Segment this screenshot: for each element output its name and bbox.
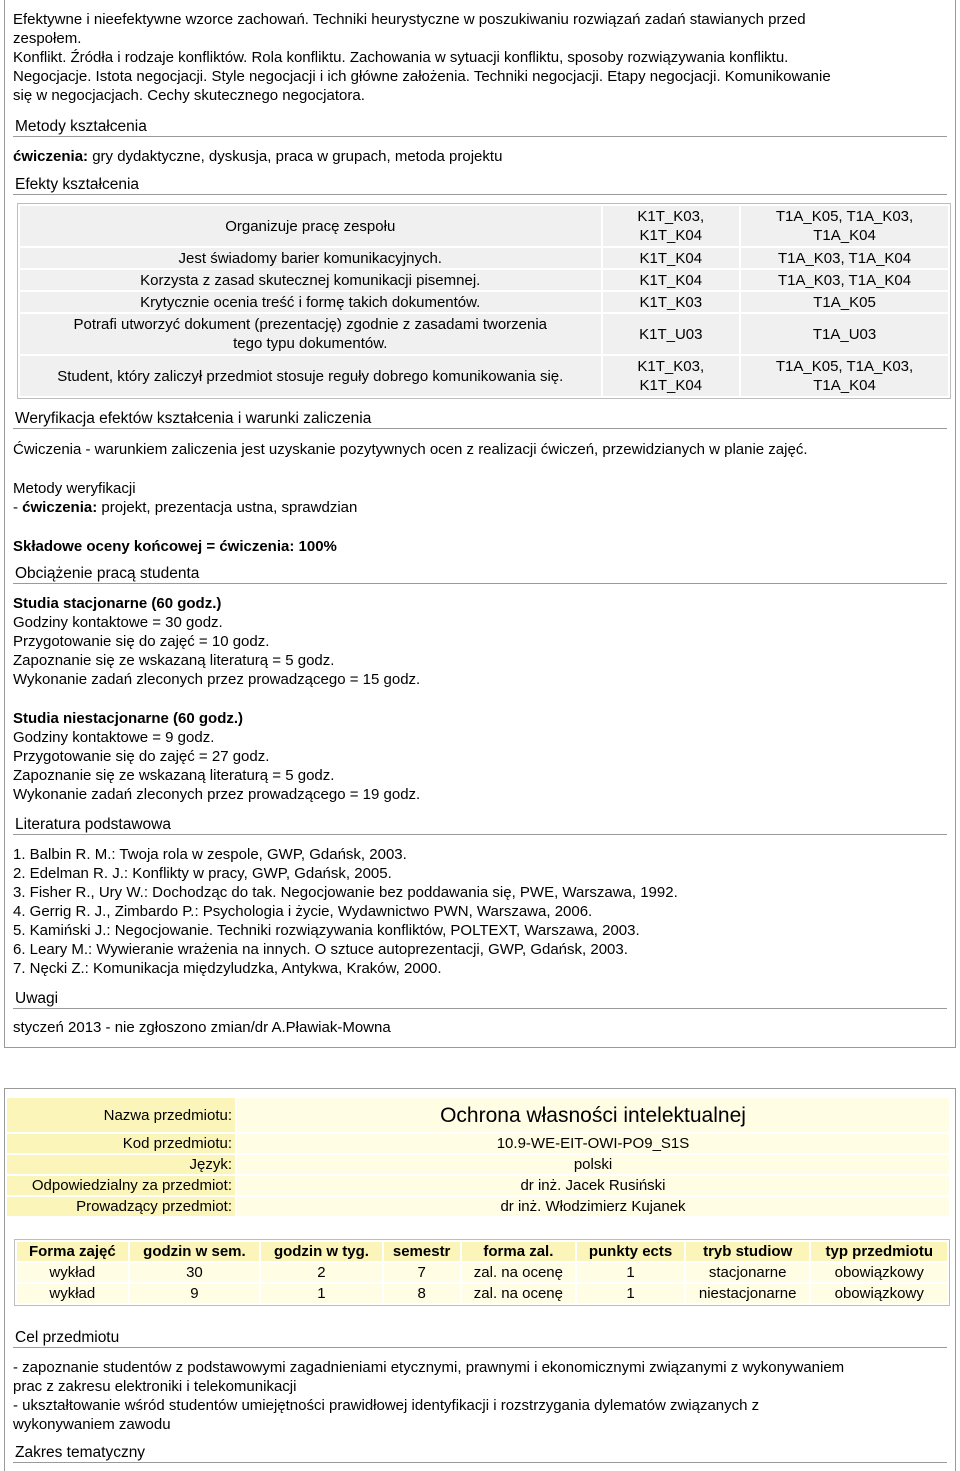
course-lecturer: dr inż. Włodzimierz Kujanek [237, 1197, 949, 1216]
jezyk-label: Język: [7, 1155, 235, 1174]
odpowiedzialny-label: Odpowiedzialny za przedmiot: [7, 1176, 235, 1195]
course-meta-table [5, 1096, 951, 1218]
course-code: 10.9-WE-EIT-OWI-PO9_S1S [237, 1134, 949, 1153]
course-card-1 [4, 0, 956, 1048]
weryfikacja-text: Ćwiczenia - warunkiem zaliczenia jest uzyskanie pozytywnych ocen z realizacji ćwiczeń, przewidzianych w planie zajęć. [13, 441, 808, 458]
efekty-ksztalcenia-heading: Efekty kształcenia [13, 176, 947, 195]
course-language: polski [237, 1155, 949, 1174]
literatura-list [13, 845, 947, 978]
uwagi-text: styczeń 2013 - nie zgłoszono zmian/dr A.Pławiak-Mowna [13, 1019, 391, 1036]
zakres-tematyczny-heading: Zakres tematyczny [13, 1444, 947, 1463]
col-godzin-sem: godzin w sem. [130, 1242, 260, 1261]
efekt-kierunkowy: K1T_K04 [603, 270, 740, 290]
efekt-kierunkowy: K1T_K04 [603, 248, 740, 268]
uwagi-heading: Uwagi [13, 990, 947, 1009]
list-item: 5. Kamiński J.: Negocjowanie. Techniki rozwiązywania konfliktów, POLTEXT, Warszawa, 2003. [13, 922, 640, 939]
kod-label: Kod przedmiotu: [7, 1134, 235, 1153]
table-row [20, 270, 948, 290]
list-item: 1. Balbin R. M.: Twoja rola w zespole, GWP, Gdańsk, 2003. [13, 846, 407, 863]
efekt-desc: Korzysta z zasad skutecznej komunikacji pisemnej. [20, 270, 601, 290]
efekt-obszarowy: T1A_K05 [741, 292, 948, 312]
obciazenie-niestacjonarne: Studia niestacjonarne (60 godz.) Godziny kontaktowe = 9 godz. Przygotowanie się do zajęć = 27 godz. Zapoznanie się ze wskazaną literaturą = 5 godz. Wykonanie zadań zleconych przez prowadzącego = 19 godz. [13, 710, 421, 803]
table-row [7, 1098, 949, 1132]
table-row [20, 356, 948, 396]
efekt-desc: Krytycznie ocenia treść i formę takich dokumentów. [20, 292, 601, 312]
efekt-obszarowy: T1A_U03 [741, 314, 948, 354]
col-forma-zal: forma zal. [462, 1242, 576, 1261]
weryfikacja-heading: Weryfikacja efektów kształcenia i warunki zaliczenia [13, 410, 947, 429]
table-row [20, 248, 948, 268]
efekty-table [17, 203, 951, 399]
metody-ksztalcenia-text: ćwiczenia: gry dydaktyczne, dyskusja, praca w grupach, metoda projektu [13, 148, 503, 165]
cel-przedmiotu-text: - zapoznanie studentów z podstawowymi zagadnieniami etycznymi, prawnymi i ekonomicznymi związanymi z wykonywaniem prac z zakresu elektroniki i telekomunikacji - ukształtowanie wśród studentów umiejętności prawidłowej identyfikacji i rozstrzygania dylematów związanych z wykonywaniem zawodu [13, 1359, 845, 1433]
list-item: 7. Nęcki Z.: Komunikacja międzyludzka, Antykwa, Kraków, 2000. [13, 960, 442, 977]
table-row [20, 206, 948, 246]
table-row [7, 1176, 949, 1195]
prowadzacy-label: Prowadzący przedmiot: [7, 1197, 235, 1216]
efekt-desc: Potrafi utworzyć dokument (prezentację) zgodnie z zasadami tworzenia tego typu dokumentów. [20, 314, 601, 354]
efekt-kierunkowy: K1T_K03, K1T_K04 [603, 356, 740, 396]
list-item: 3. Fisher R., Ury W.: Dochodząc do tak. Negocjowanie bez poddawania się, PWE, Warszawa, 1992. [13, 884, 678, 901]
table-row [7, 1197, 949, 1216]
col-typ-przedmiotu: typ przedmiotu [811, 1242, 947, 1261]
table-row [20, 292, 948, 312]
col-godzin-tyg: godzin w tyg. [261, 1242, 382, 1261]
literatura-heading: Literatura podstawowa [13, 816, 947, 835]
table-row: wykład 9 1 8 zal. na ocenę 1 niestacjonarne obowiązkowy [17, 1284, 947, 1303]
efekt-desc: Student, który zaliczył przedmiot stosuje reguły dobrego komunikowania się. [20, 356, 601, 396]
course-title: Ochrona własności intelektualnej [237, 1098, 949, 1132]
col-forma-zajec: Forma zajęć [17, 1242, 128, 1261]
efekt-desc: Organizuje pracę zespołu [20, 206, 601, 246]
efekt-kierunkowy: K1T_K03 [603, 292, 740, 312]
course-card-2 [4, 1088, 956, 1471]
cel-przedmiotu-heading: Cel przedmiotu [13, 1329, 947, 1348]
forma-zajec-table [14, 1239, 950, 1306]
list-item: 6. Leary M.: Wywieranie wrażenia na innych. O sztuce autoprezentacji, GWP, Gdańsk, 2003. [13, 941, 628, 958]
efekt-obszarowy: T1A_K03, T1A_K04 [741, 248, 948, 268]
metody-ksztalcenia-heading: Metody kształcenia [13, 118, 947, 137]
zakres-tematyczny-text: Efektywne i nieefektywne wzorce zachowań. Techniki heurystyczne w poszukiwaniu rozwiązań zadań stawianych przed zespołem. Konflikt. Źródła i rodzaje konfliktów. Rola konfliktu. Zachowania w sytuacji konfliktu, sposoby rozwiązywania konfliktu. Negocjacje. Istota negocjacji. Style negocjacji i ich główne założenia. Techniki negocjacji. Etapy negocjacji. Komunikowanie się w negocjacjach. Cechy skutecznego negocjatora. [13, 11, 831, 104]
nazwa-label: Nazwa przedmiotu: [7, 1098, 235, 1132]
table-row [7, 1155, 949, 1174]
efekt-kierunkowy: K1T_K03, K1T_K04 [603, 206, 740, 246]
obciazenie-stacjonarne: Studia stacjonarne (60 godz.) Godziny kontaktowe = 30 godz. Przygotowanie się do zajęć = 10 godz. Zapoznanie się ze wskazaną literaturą = 5 godz. Wykonanie zadań zleconych przez prowadzącego = 15 godz. [13, 595, 421, 688]
list-item: 2. Edelman R. J.: Konflikty w pracy, GWP, Gdańsk, 2005. [13, 865, 392, 882]
efekt-kierunkowy: K1T_U03 [603, 314, 740, 354]
course-responsible: dr inż. Jacek Rusiński [237, 1176, 949, 1195]
table-row: wykład 30 2 7 zal. na ocenę 1 stacjonarne obowiązkowy [17, 1263, 947, 1282]
efekt-obszarowy: T1A_K05, T1A_K03, T1A_K04 [741, 356, 948, 396]
metody-weryfikacji-label: Metody weryfikacji [13, 480, 136, 497]
efekt-obszarowy: T1A_K03, T1A_K04 [741, 270, 948, 290]
obciazenie-heading: Obciążenie pracą studenta [13, 565, 947, 584]
col-punkty-ects: punkty ects [577, 1242, 684, 1261]
metody-weryfikacji: Metody weryfikacji - ćwiczenia: projekt, prezentacja ustna, sprawdzian [13, 479, 947, 517]
efekt-obszarowy: T1A_K05, T1A_K03, T1A_K04 [741, 206, 948, 246]
table-header-row [17, 1242, 947, 1261]
skladowe-oceny: Składowe oceny końcowej = ćwiczenia: 100% [13, 538, 337, 555]
col-tryb-studiow: tryb studiow [686, 1242, 810, 1261]
efekt-desc: Jest świadomy barier komunikacyjnych. [20, 248, 601, 268]
list-item: 4. Gerrig R. J., Zimbardo P.: Psychologia i życie, Wydawnictwo PWN, Warszawa, 2006. [13, 903, 593, 920]
table-row [7, 1134, 949, 1153]
table-row [20, 314, 948, 354]
col-semestr: semestr [384, 1242, 460, 1261]
